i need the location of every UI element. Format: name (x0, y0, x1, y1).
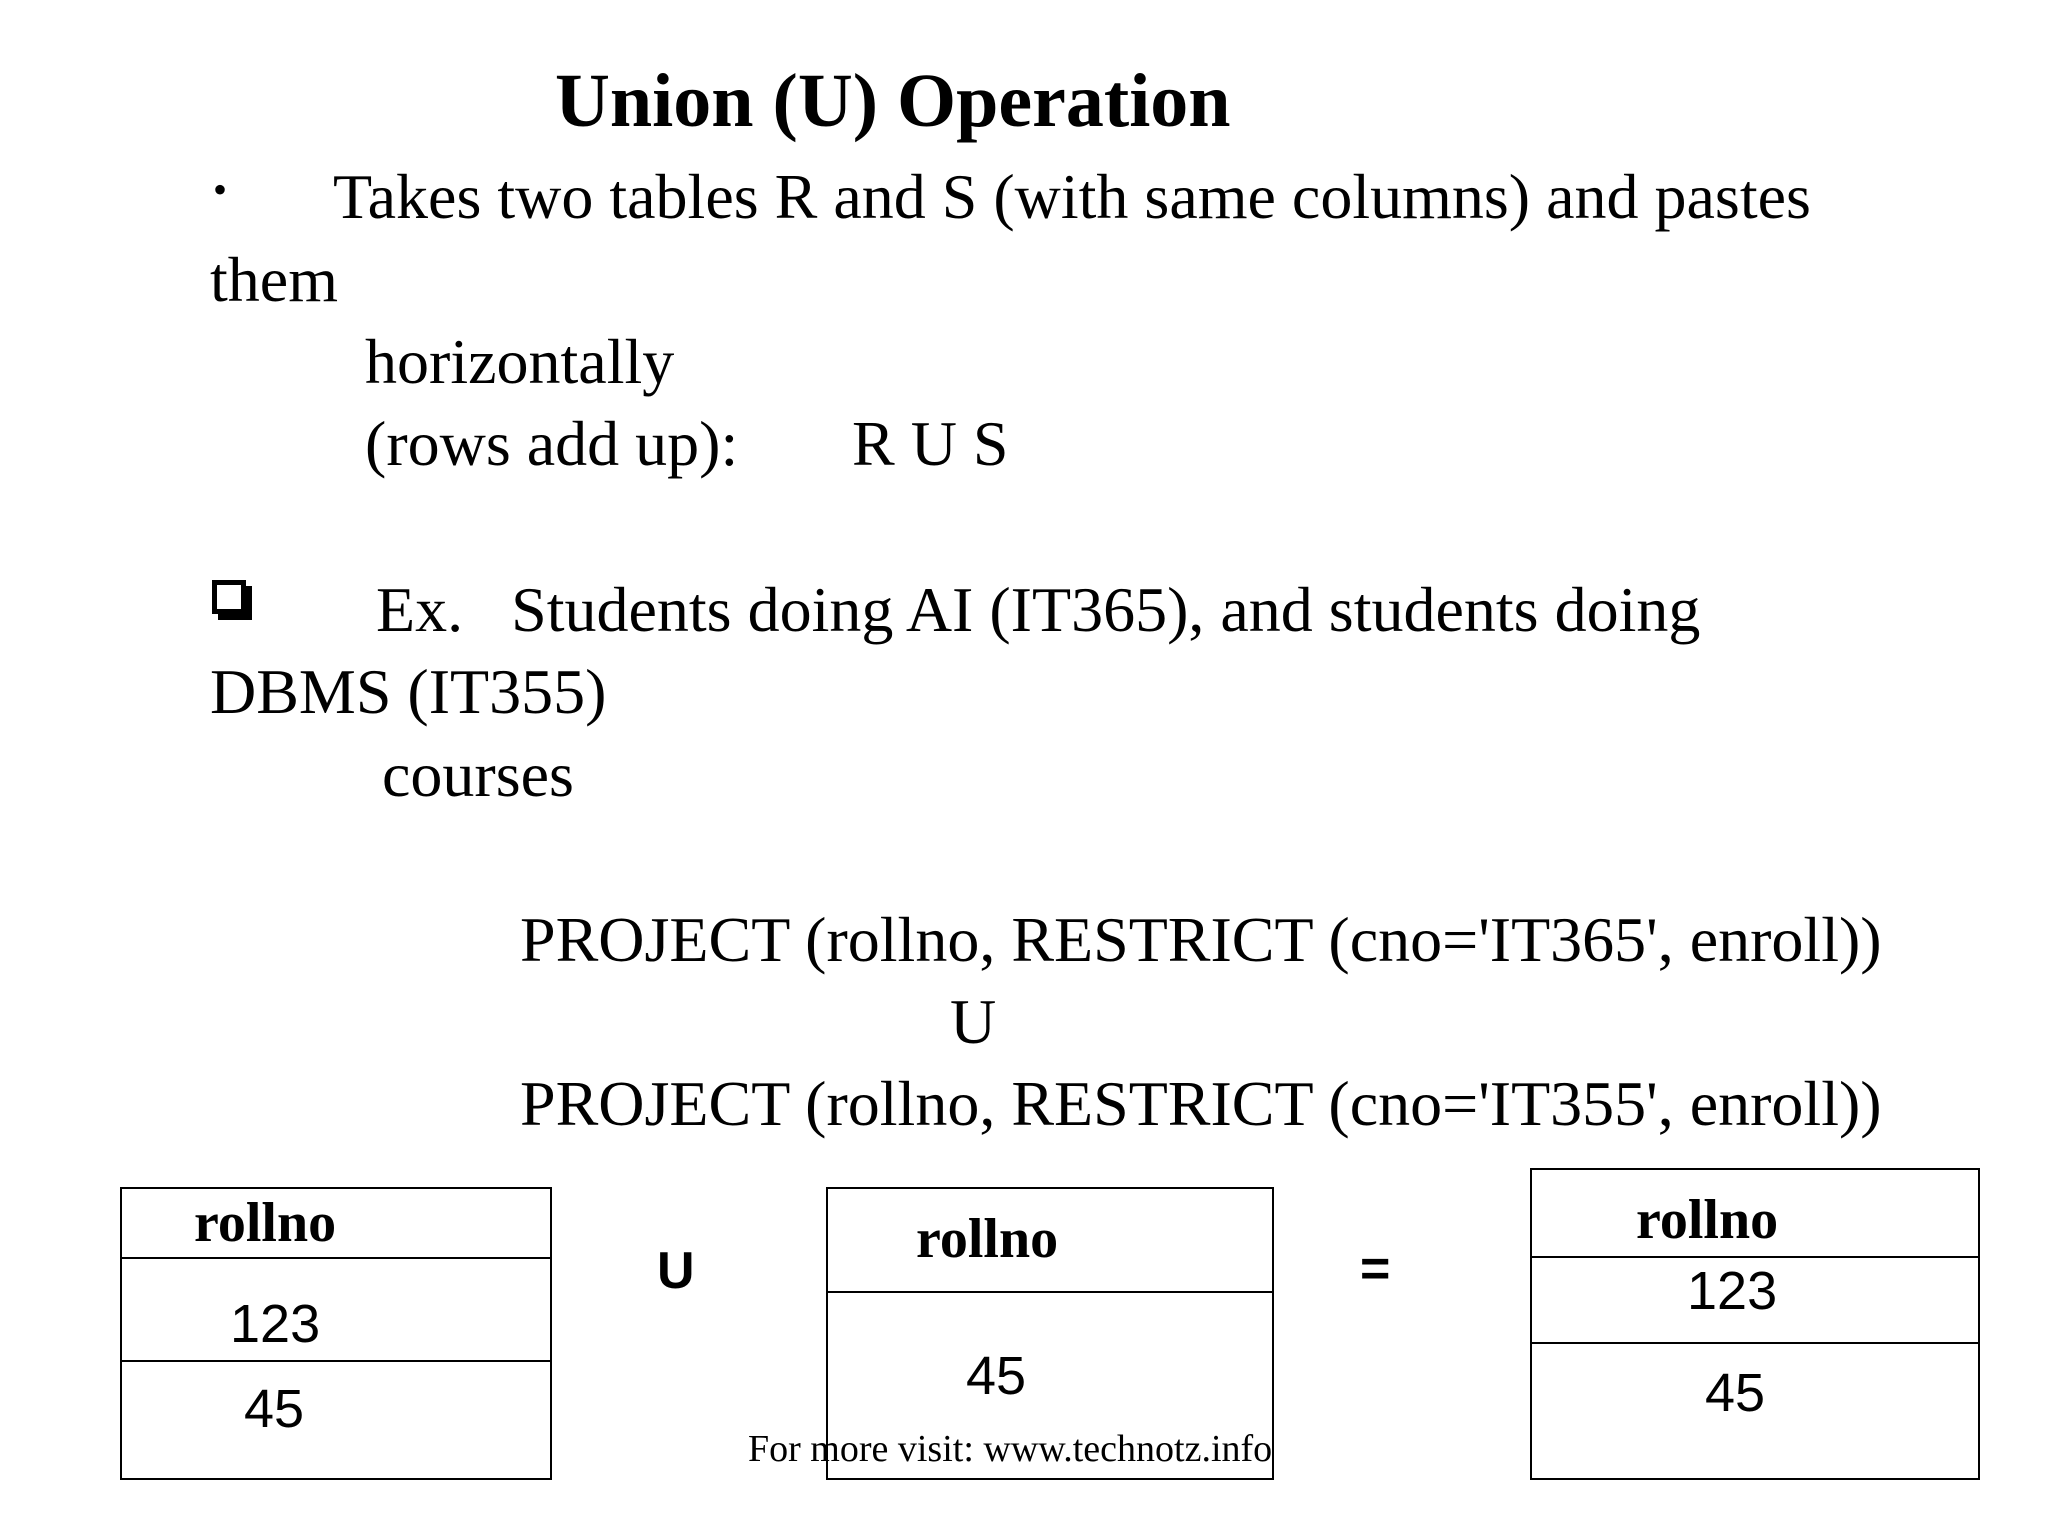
table-r-header-label: rollno (194, 1192, 337, 1254)
table-row (122, 1257, 550, 1360)
query-line-2: PROJECT (rollno, RESTRICT (cno='IT355', enroll)) (520, 1068, 1882, 1139)
table-r-header (122, 1189, 550, 1257)
query-union-operator: U (950, 986, 997, 1057)
equals-operator: = (1360, 1240, 1391, 1298)
query-line-1: PROJECT (rollno, RESTRICT (cno='IT365', enroll)) (520, 904, 1882, 975)
bullet-line-2: them (210, 244, 338, 315)
table-result-header (1532, 1170, 1978, 1256)
union-operator: U (657, 1242, 695, 1300)
bullet-line-4-prefix: (rows add up): (365, 408, 739, 479)
table-result-header-label: rollno (1636, 1189, 1779, 1251)
bullet-line-4-expression: R U S (852, 408, 1009, 479)
example-line-3: courses (382, 739, 574, 810)
table-row (122, 1360, 550, 1480)
table-r (120, 1187, 552, 1480)
footer-link[interactable]: For more visit: www.technotz.info (748, 1428, 1273, 1470)
table-s-header-label: rollno (916, 1208, 1059, 1270)
table-s-cell: 45 (966, 1346, 1027, 1406)
checkbox-bullet-icon (212, 580, 246, 614)
slide-title: Union (U) Operation (555, 59, 1231, 143)
bullet-line-3: horizontally (365, 326, 675, 397)
table-result-cell: 45 (1705, 1363, 1766, 1423)
table-r-cell: 123 (230, 1294, 321, 1354)
example-line-2: DBMS (IT355) (210, 656, 607, 727)
table-row (1532, 1342, 1978, 1480)
bullet-line-1: Takes two tables R and S (with same columns) and pastes (333, 161, 1811, 232)
table-s-header (828, 1189, 1272, 1291)
example-line-1: Ex. Students doing AI (IT365), and students doing (376, 574, 1701, 645)
table-result (1530, 1168, 1980, 1480)
table-result-cell: 123 (1687, 1261, 1778, 1321)
table-r-cell: 45 (244, 1379, 305, 1439)
table-row (1532, 1256, 1978, 1342)
bullet-dot: • (213, 167, 228, 212)
